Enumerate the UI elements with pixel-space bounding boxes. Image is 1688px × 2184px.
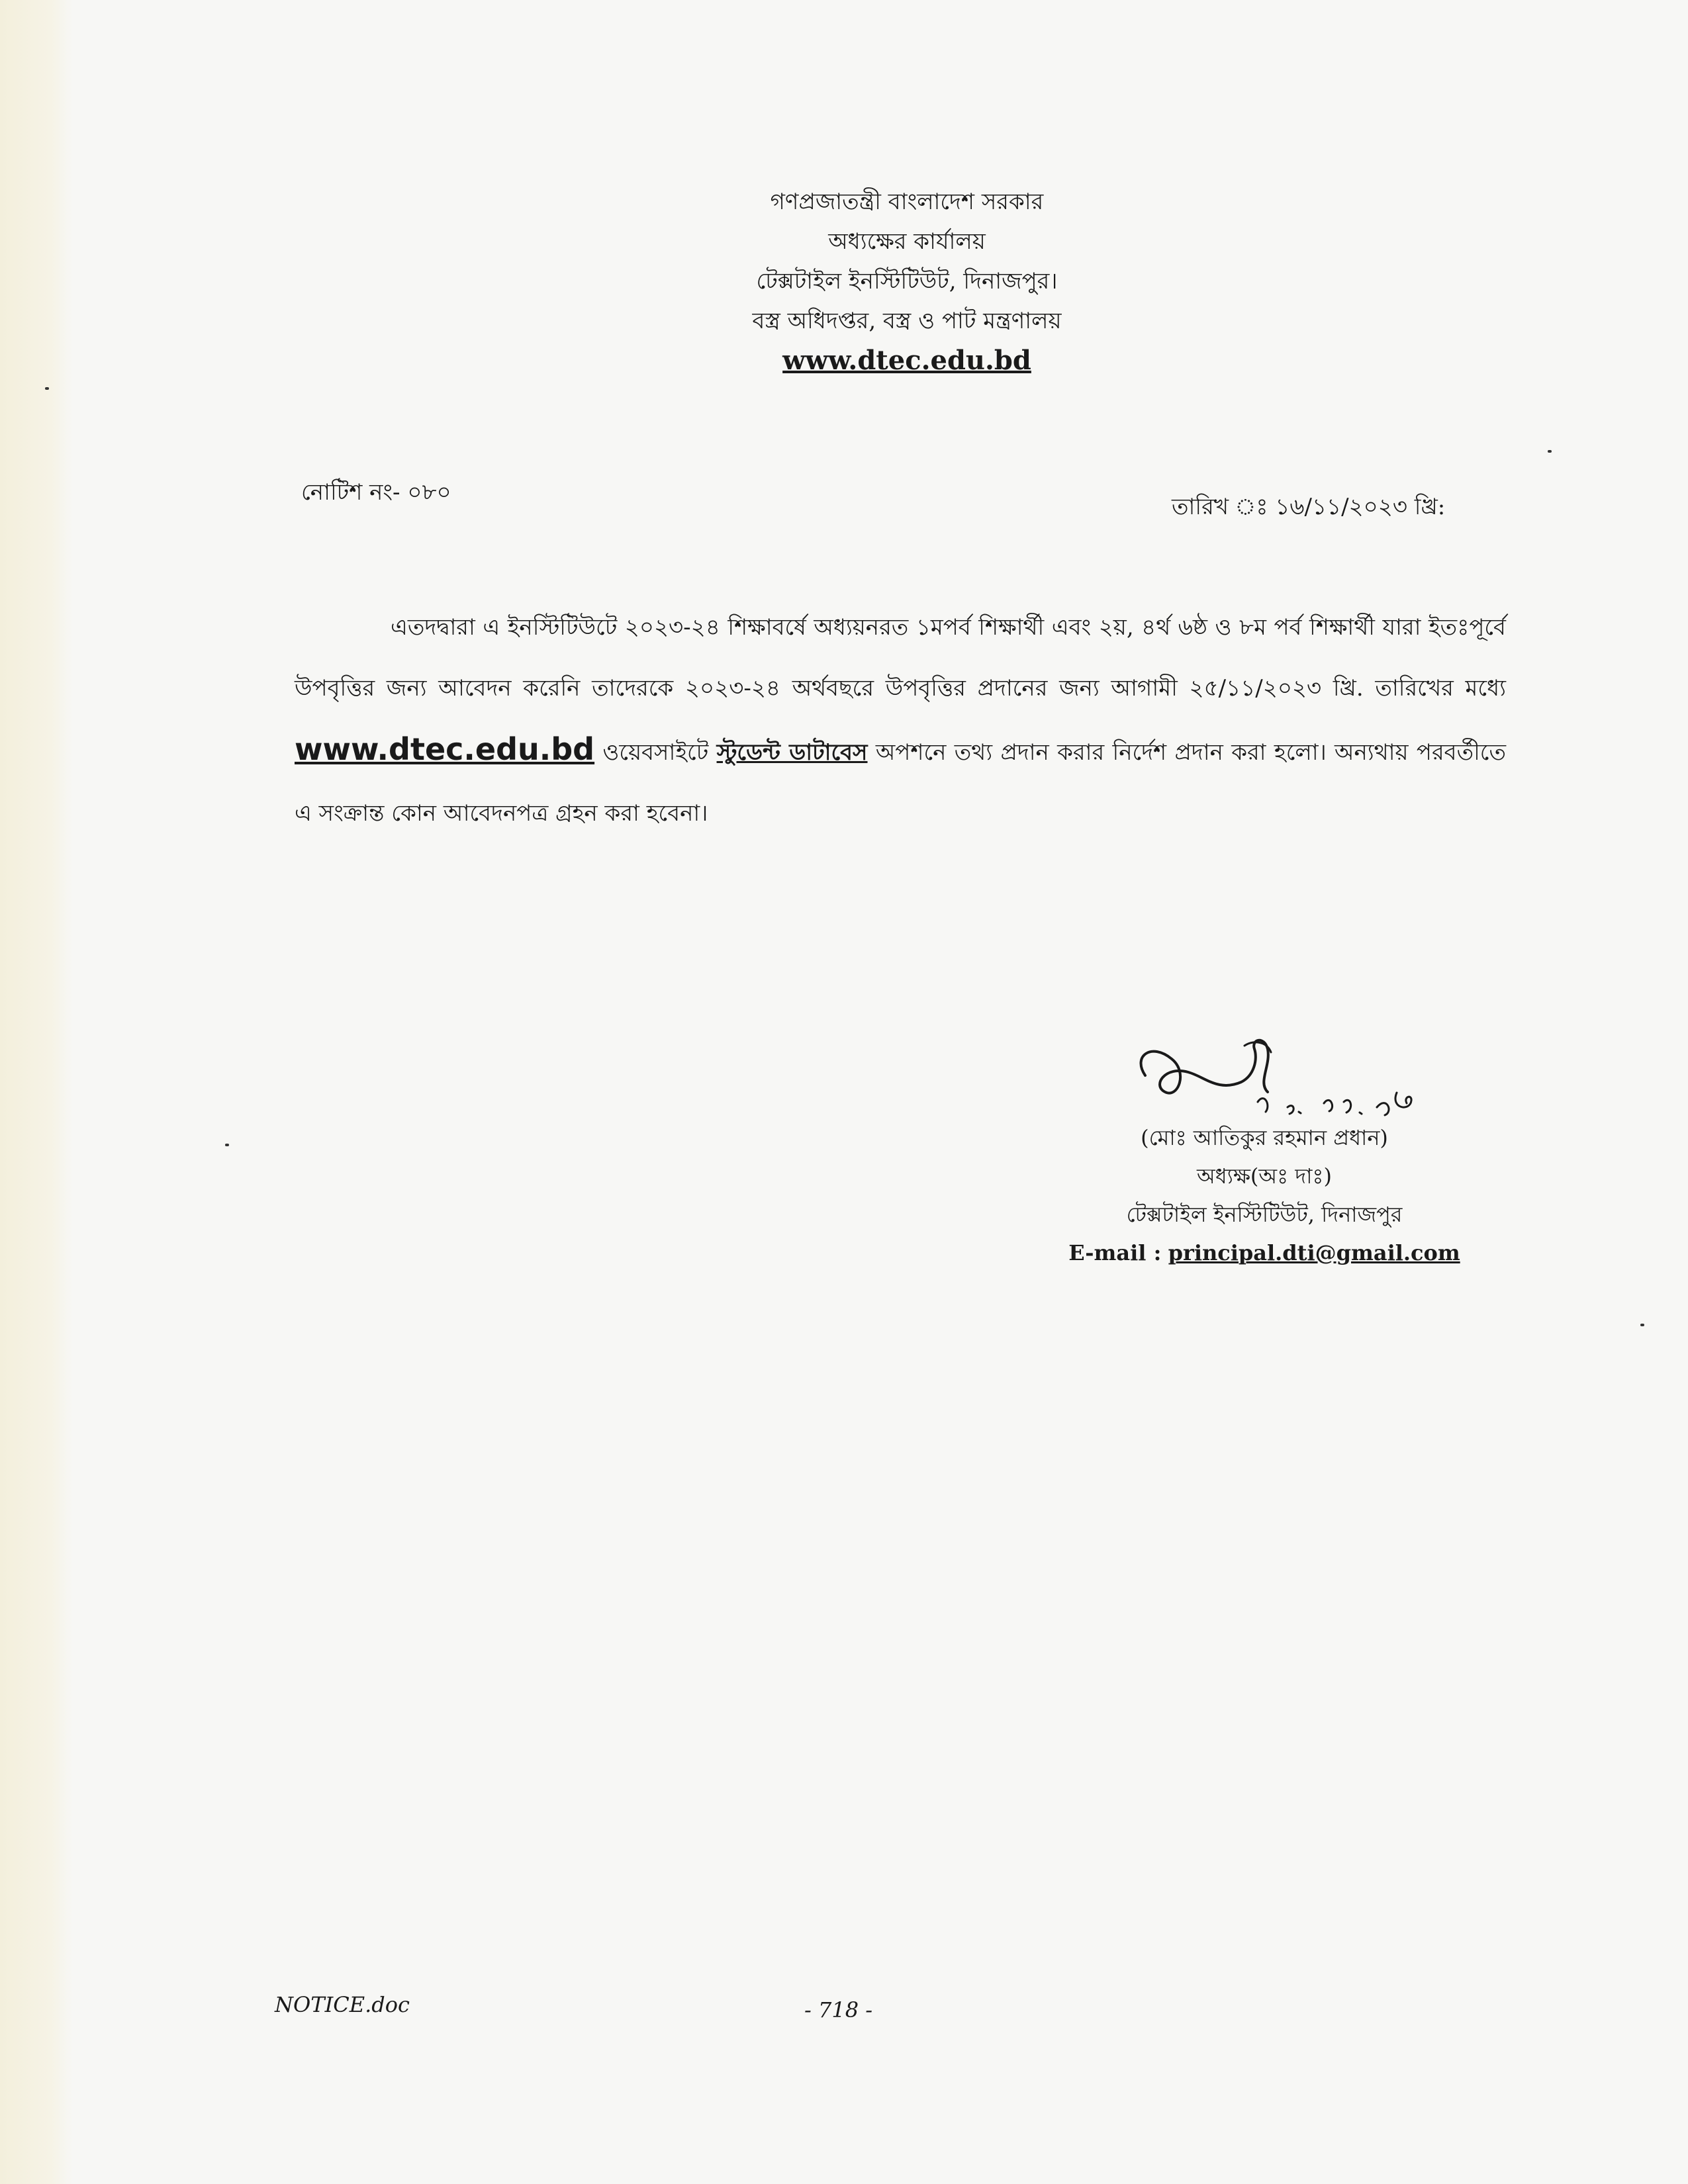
email-link[interactable]: principal.dti@gmail.com	[1168, 1240, 1460, 1265]
signatory-institute: টেক্সটাইল ইনস্টিটিউট, দিনাজপুর	[1126, 1202, 1403, 1227]
footer-page-number: - 718 -	[804, 1997, 873, 2023]
letterhead	[0, 182, 1688, 381]
signatory-name: (মোঃ আতিকুর রহমান প্রধান)	[1141, 1125, 1388, 1150]
scan-speck	[1640, 1324, 1644, 1326]
body-text-part2: ওয়েবসাইটে	[602, 739, 709, 766]
footer-filename: NOTICE.doc	[275, 1992, 410, 2017]
ministry-title: বস্ত্র অধিদপ্তর, বস্ত্র ও পাট মন্ত্রণালয়	[752, 308, 1062, 334]
government-title: গণপ্রজাতন্ত্রী বাংলাদেশ সরকার	[770, 189, 1044, 215]
notice-number: নোটিশ নং- ০৮০	[301, 479, 451, 506]
body-website-link[interactable]: www.dtec.edu.bd	[295, 731, 595, 767]
scan-speck	[45, 387, 49, 390]
body-text-part1: এতদদ্বারা এ ইনস্টিটিউটে ২০২৩-২৪ শিক্ষাবর্ষে অধ্যয়নরত ১মপর্ব শিক্ষার্থী এবং ২য়, ৪র্থ ৬ষ্ঠ ও ৮ম পর্ব শিক্ষার্থী যারা ইতঃপূর্বে উপবৃত্তির জন্য আবেদন করেনি তাদেরকে ২০২৩-২৪ অর্থবছরে উপবৃত্তির প্রদানের জন্য আগামী ২৫/১১/২০২৩ খ্রি. তারিখের মধ্যে	[295, 614, 1506, 702]
signatory-designation: অধ্যক্ষ(অঃ দাঃ)	[1197, 1163, 1332, 1189]
email-label: E-mail :	[1068, 1240, 1162, 1265]
student-database-emphasis: স্টুডেন্ট ডাটাবেস	[716, 739, 868, 766]
signatory-block	[1033, 1118, 1496, 1272]
institute-title: টেক্সটাইল ইনস্টিটিউট, দিনাজপুর।	[756, 268, 1058, 295]
scan-speck	[1548, 450, 1552, 453]
notice-body	[295, 597, 1506, 844]
header-website-link[interactable]: www.dtec.edu.bd	[782, 345, 1031, 376]
body-text-part3: অপশনে তথ্য প্রদান করার নির্দেশ প্রদান করা হলো। অন্যথায় পরবর্তীতে এ সংক্রান্ত কোন আবেদনপত্র গ্রহন করা হবেনা।	[295, 739, 1506, 827]
notice-date: তারিখ ঃ ১৬/১১/২০২৩ খ্রি:	[1172, 494, 1446, 520]
office-title: অধ্যক্ষের কার্যালয়	[828, 228, 986, 255]
scan-speck	[225, 1144, 229, 1146]
